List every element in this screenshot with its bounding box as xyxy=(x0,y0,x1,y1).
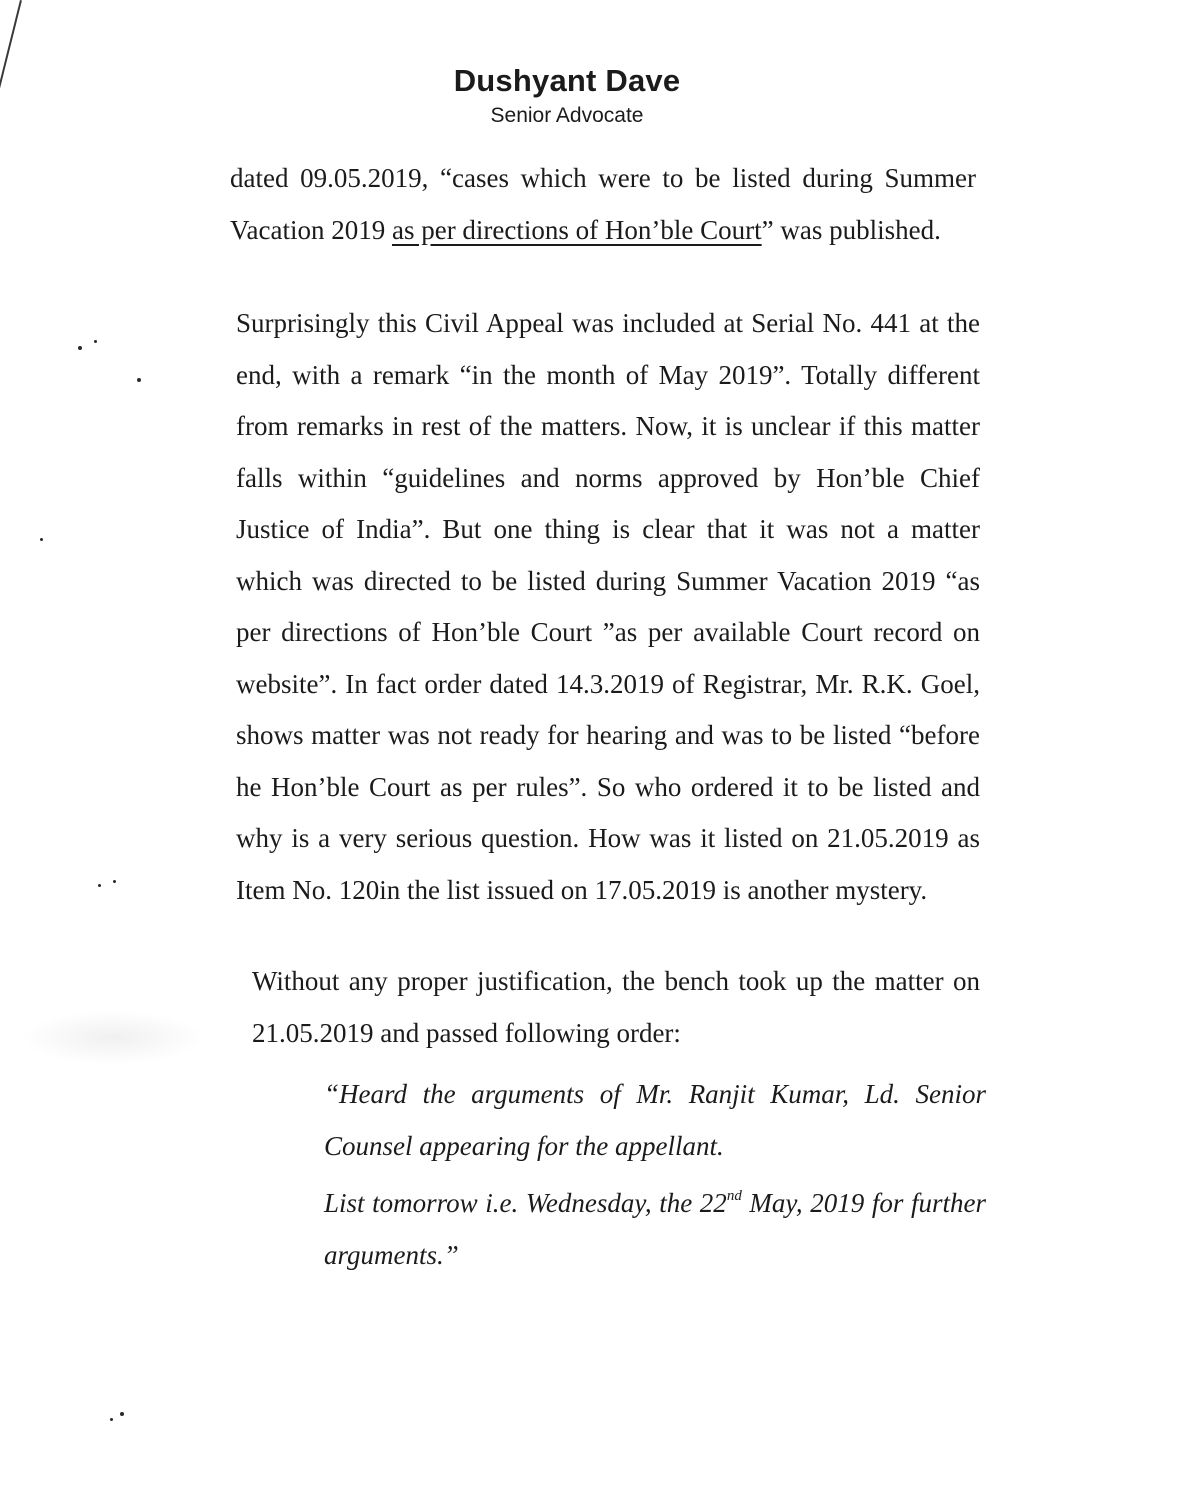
advocate-name: Dushyant Dave xyxy=(453,63,681,98)
scan-dot xyxy=(113,880,116,883)
paragraph-1 xyxy=(230,153,976,256)
paragraph-3: Without any proper justification, the bench took up the matter on 21.05.2019 and passed following order: xyxy=(252,966,980,1048)
order-quote-2 xyxy=(324,1178,986,1281)
document-body xyxy=(230,153,986,1281)
paragraph-1-tail: ” was published. xyxy=(761,214,941,245)
order-quote-2-text: List tomorrow i.e. Wednesday, the 22 xyxy=(324,1188,727,1218)
scan-dot xyxy=(78,346,82,350)
scan-dot xyxy=(40,538,43,541)
order-quote-1: “Heard the arguments of Mr. Ranjit Kumar, Ld. Senior Counsel appearing for the appellant. xyxy=(324,1079,986,1161)
letterhead xyxy=(0,62,1134,130)
ordinal-suffix: nd xyxy=(726,1188,742,1204)
scan-smudge xyxy=(20,1010,205,1065)
scan-dot xyxy=(98,884,101,887)
paragraph-2: Surprisingly this Civil Appeal was included at Serial No. 441 at the end, with a remark “in the month of May 2019”. Totally different from remarks in rest of the matters. Now, it is unclear if this matter falls within “guidelines and norms approved by Hon’ble Chief Justice of India”. But one thing is clear that it was not a matter which was directed to be listed during Summer Vacation 2019 “as per directions of Hon’ble Court ”as per available Court record on website”. In fact order dated 14.3.2019 of Registrar, Mr. R.K. Goel, shows matter was not ready for hearing and was to be listed “before he Hon’ble Court as per rules”. So who ordered it to be listed and why is a very serious question. How was it listed on 21.05.2019 as Item No. 120in the list issued on 17.05.2019 is another mystery. xyxy=(236,308,980,905)
scan-dot xyxy=(110,1418,113,1421)
scan-dot xyxy=(120,1412,124,1416)
advocate-title: Senior Advocate xyxy=(490,104,644,127)
order-quote-2-tail: May, 2019 for further arguments.” xyxy=(324,1188,986,1270)
paragraph-1-text: dated 09.05.2019, “cases which were to be listed during Summer Vacation 2019 xyxy=(230,163,976,245)
scan-dot xyxy=(137,378,141,382)
scan-dot xyxy=(94,340,97,343)
underlined-phrase: as per directions of Hon’ble Court xyxy=(391,214,762,245)
